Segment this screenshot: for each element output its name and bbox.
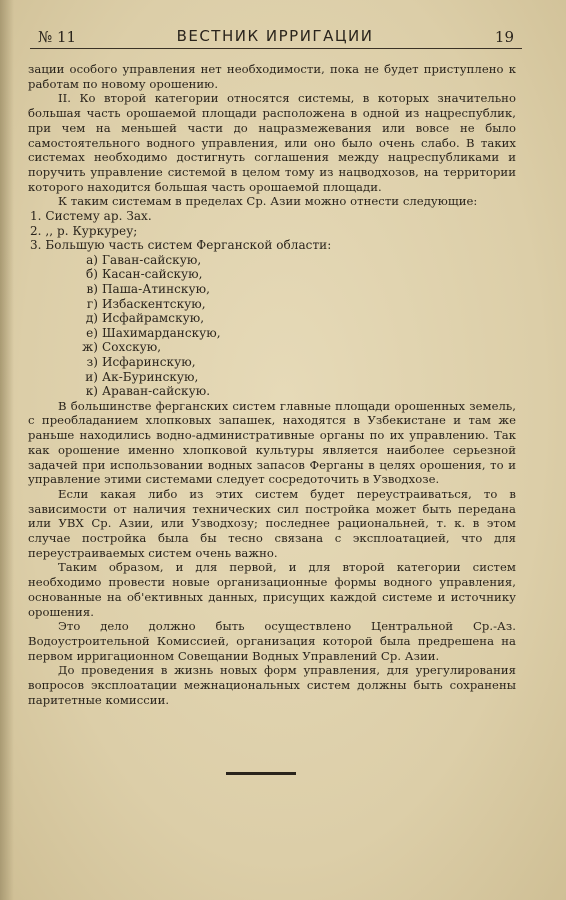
list-item <box>28 384 516 399</box>
item-label: ж) <box>82 340 98 355</box>
list-item: 1. Систему ар. Зах. <box>30 209 152 224</box>
list-item <box>28 267 516 282</box>
journal-title: ВЕСТНИК ИРРИГАЦИИ <box>176 27 374 45</box>
list-item <box>28 311 516 326</box>
list-item <box>28 282 516 297</box>
paragraph: До проведения в жизнь новых форм управления, для урегулирования вопросов эксплоатации межнациональных систем должны быть сохранены паритетные комиссии. <box>28 663 516 707</box>
item-text: Шахимарданскую, <box>102 325 221 340</box>
running-header <box>30 26 520 48</box>
article-body <box>28 62 516 708</box>
paragraph: II. Ко второй категории относятся системы, в которых значительно большая часть орошаемой площади расположена в одной из нацреспублик, при чем на меньшей части до нацразмежевания или вовсе не было самостоятельного водного управления, или оно было очень слабо. В таких системах необходимо достигнуть соглашения между нацреспубликами и поручить управление системой в целом тому из нацводхозов, на территории которого находится большая часть орошаемой площади. <box>28 91 516 194</box>
list-item: 2. ,, р. Куркуреу; <box>30 223 138 238</box>
item-label: и) <box>85 369 98 384</box>
list-item <box>28 370 516 385</box>
system-list <box>28 209 516 253</box>
page-number: 19 <box>494 28 514 46</box>
item-label: к) <box>85 384 98 399</box>
item-label: г) <box>86 296 98 311</box>
item-text: Исфаринскую, <box>102 354 196 369</box>
item-label: в) <box>86 282 98 296</box>
list-item: 3. Большую часть систем Ферганской области: <box>30 238 332 253</box>
item-text: Касан-сайскую, <box>102 267 203 282</box>
item-text: Сохскую, <box>102 340 162 355</box>
issue-number: № 11 <box>38 28 77 46</box>
end-of-article-rule <box>226 772 296 775</box>
list-item <box>28 253 516 268</box>
paragraph: Это дело должно быть осуществлено Центральной Ср.-Аз. Водоустроительной Комиссией, организация которой была предрешена на первом ирригационном Совещании Водных Управлений Ср. Азии. <box>28 619 516 663</box>
list-item <box>28 340 516 355</box>
header-rule <box>30 48 522 49</box>
paragraph: зации особого управления нет необходимости, пока не будет приступлено к работам по новому орошению. <box>28 62 516 91</box>
item-text: Исфайрамскую, <box>102 311 205 326</box>
item-text: Ак-Буринскую, <box>102 369 199 384</box>
paragraph: Если какая либо из этих систем будет переустраиваться, то в зависимости от наличия технических сил постройка может быть передана или УВХ Ср. Азии, или Узводхозу; последнее рациональней, т. к. в этом случае постройка была бы тесно связана с эксплоатацией, что для переустраиваемых систем очень важно. <box>28 486 516 560</box>
list-item <box>28 297 516 312</box>
item-text: Гаван-сайскую, <box>102 252 202 267</box>
paragraph: К таким системам в пределах Ср. Азии можно отнести следующие: <box>58 194 478 209</box>
item-label: а) <box>86 252 98 267</box>
item-label: б) <box>85 267 98 282</box>
fergana-systems-list <box>28 253 516 399</box>
list-item <box>28 326 516 341</box>
item-text: Избаскентскую, <box>102 296 206 311</box>
paragraph: Таким образом, и для первой, и для второй категории систем необходимо провести новые организационные формы водного управления, основанные на об'ективных данных, присущих каждой системе и источнику орошения. <box>28 560 516 619</box>
item-label: з) <box>86 354 98 369</box>
item-text: Араван-сайскую. <box>102 384 211 399</box>
item-label: д) <box>85 311 98 326</box>
binding-edge <box>0 0 14 900</box>
paragraph: В большинстве ферганских систем главные площади орошенных земель, с преобладанием хлопковых запашек, находятся в Узбекистане и там же раньше находились водно-административные органы по их управлению. Так как орошение именно хлопковой культуры является наиболее серьезной задачей при использовании водных запасов Ферганы в целях орошения, то и управление этими системами следует сосредоточить в Узводхозе. <box>28 398 516 487</box>
item-text: Паша-Атинскую, <box>102 282 210 296</box>
item-label: е) <box>86 325 98 340</box>
list-item <box>28 355 516 370</box>
